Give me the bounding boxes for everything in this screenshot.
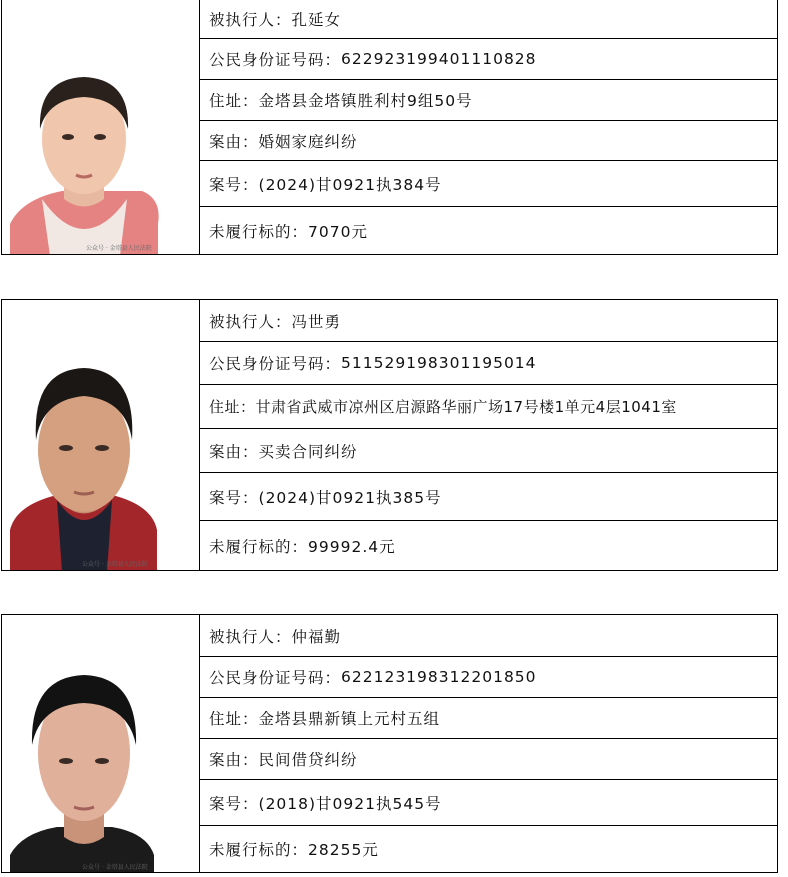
field-value: 甘肃省武威市凉州区启源路华丽广场17号楼1单元4层1041室 (255, 398, 677, 416)
field-label: 住址： (209, 92, 259, 110)
person-photo (2, 300, 200, 570)
field-value: 7070元 (308, 222, 368, 241)
field-value: (2018)甘0921执545号 (258, 794, 442, 813)
field-row-address (200, 385, 777, 429)
field-value: 民间借贷纠纷 (258, 751, 358, 769)
field-value: 622123198312201850 (341, 668, 537, 686)
portrait-image (2, 300, 200, 570)
field-row-amount (200, 826, 777, 872)
record-card (1, 0, 778, 255)
photo-watermark: 公众号 · 金塔县人民法院 (86, 245, 152, 252)
field-value: 28255元 (308, 841, 379, 859)
field-value: 622923199401110828 (341, 50, 537, 68)
field-label: 未履行标的： (209, 222, 309, 241)
field-label: 案由： (209, 751, 259, 769)
field-value: 买卖合同纠纷 (258, 442, 358, 461)
field-value: 金塔县鼎新镇上元村五组 (258, 710, 441, 728)
field-label: 案号： (209, 794, 259, 813)
record-fields (200, 615, 777, 872)
photo-watermark: 公众号 · 金塔县人民法院 (82, 864, 148, 871)
field-row-cause (200, 429, 777, 473)
field-label: 被执行人： (209, 627, 292, 646)
field-label: 被执行人： (209, 312, 292, 331)
field-label: 被执行人： (209, 10, 292, 29)
record-card (1, 299, 778, 571)
field-row-cause (200, 739, 777, 780)
record-fields (200, 0, 777, 254)
field-label: 案由： (209, 442, 259, 461)
field-value: 99992.4元 (308, 537, 396, 556)
field-label: 未履行标的： (209, 841, 309, 859)
field-value: 婚姻家庭纠纷 (258, 132, 358, 151)
field-label: 案号： (209, 175, 259, 194)
field-label: 未履行标的： (209, 537, 309, 556)
person-photo (2, 0, 200, 254)
portrait-image (2, 615, 200, 872)
record-card (1, 614, 778, 873)
field-row-address (200, 80, 777, 121)
field-value: 仲福勤 (291, 627, 342, 646)
field-value: 金塔县金塔镇胜利村9组50号 (258, 92, 473, 110)
field-row-amount (200, 207, 777, 254)
field-label: 住址： (209, 710, 259, 728)
field-label: 公民身份证号码： (209, 51, 342, 69)
field-row-name (200, 0, 777, 39)
person-photo (2, 615, 200, 872)
photo-watermark: 公众号 · 金塔县人民法院 (82, 561, 148, 568)
field-row-cause (200, 121, 777, 161)
record-fields (200, 300, 777, 570)
field-row-amount (200, 521, 777, 570)
field-row-address (200, 698, 777, 739)
field-label: 案由： (209, 132, 259, 151)
field-row-id (200, 657, 777, 698)
field-value: 孔延女 (291, 10, 342, 29)
field-row-name (200, 300, 777, 342)
field-label: 案号： (209, 488, 259, 507)
field-row-case-number (200, 780, 777, 826)
field-label: 住址： (209, 398, 256, 416)
portrait-image (2, 0, 200, 254)
field-value: (2024)甘0921执384号 (258, 175, 442, 194)
field-row-case-number (200, 473, 777, 521)
field-value: 冯世勇 (291, 312, 342, 331)
field-row-id (200, 39, 777, 80)
field-value: (2024)甘0921执385号 (258, 488, 442, 507)
field-value: 511529198301195014 (341, 354, 537, 372)
field-row-case-number (200, 161, 777, 207)
field-label: 公民身份证号码： (209, 355, 342, 373)
field-row-name (200, 615, 777, 657)
field-row-id (200, 342, 777, 385)
field-label: 公民身份证号码： (209, 669, 342, 687)
